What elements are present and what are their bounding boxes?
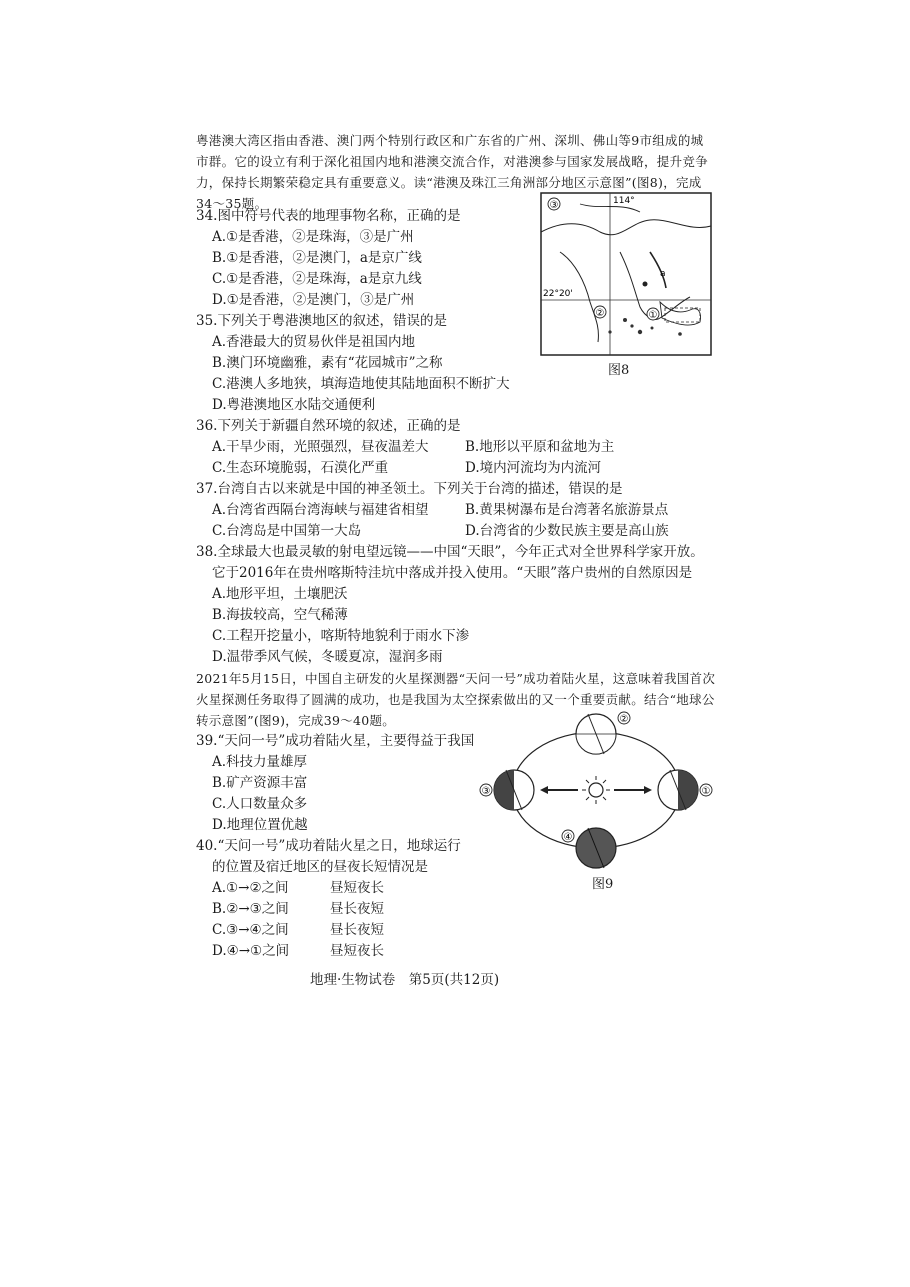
intro-paragraph-2: 2021年5月15日，中国自主研发的火星探测器“天问一号”成功着陆火星，这意味着我国首次火星探测任务取得了圆满的成功，也是我国为太空探索做出的又一个重要贡献。结合“地球公转示意图”(图9)，完成39～40题。 bbox=[196, 671, 716, 728]
orbit-label-1: ① bbox=[701, 786, 711, 797]
q36-option-d: D.境内河流均为内流河 bbox=[465, 460, 602, 476]
q34-option-b: B.①是香港，②是澳门，a是京广线 bbox=[212, 250, 422, 266]
intro-paragraph-1: 粤港澳大湾区指由香港、澳门两个特别行政区和广东省的广州、深圳、佛山等9市组成的城市群。它的设立有利于深化祖国内地和港澳交流合作，对港澳参与国家发展战略，提升竞争力，保持长期繁荣稳定具有重要意义。读“港澳及珠江三角洲部分地区示意图”(图8)，完成34～35题。 bbox=[196, 133, 709, 211]
map-label-2: ② bbox=[595, 308, 605, 319]
q39-option-d: D.地理位置优越 bbox=[212, 817, 308, 833]
map-label-3: ③ bbox=[549, 200, 559, 211]
q35-option-d: D.粤港澳地区水陆交通便利 bbox=[212, 397, 376, 413]
q39-option-a: A.科技力量雄厚 bbox=[212, 754, 308, 770]
figure-9-orbit-diagram bbox=[478, 708, 714, 872]
q36-option-c: C.生态环境脆弱，石漠化严重 bbox=[212, 460, 389, 476]
q40-option-a-pos: A.①→②之间 bbox=[212, 880, 289, 896]
q38-option-d: D.温带季风气候，冬暖夏凉，湿润多雨 bbox=[212, 649, 443, 665]
q37-option-d: D.台湾省的少数民族主要是高山族 bbox=[465, 523, 669, 539]
question-38-stem-line1: 38.全球最大也最灵敏的射电望远镜——中国“天眼”，今年正式对全世界科学家开放。 bbox=[196, 544, 704, 560]
orbit-label-3: ③ bbox=[481, 786, 491, 797]
q38-option-b: B.海拔较高，空气稀薄 bbox=[212, 607, 348, 623]
q40-option-c-pos: C.③→④之间 bbox=[212, 922, 289, 938]
figure-8-caption: 图8 bbox=[608, 363, 630, 378]
orbit-label-4: ④ bbox=[563, 832, 573, 843]
question-40-stem-line1: 40.“天问一号”成功着陆火星之日，地球运行 bbox=[196, 838, 461, 854]
q40-option-a-desc: 昼短夜长 bbox=[330, 880, 384, 896]
q39-option-b: B.矿产资源丰富 bbox=[212, 775, 308, 791]
q38-option-c: C.工程开挖量小，喀斯特地貌利于雨水下渗 bbox=[212, 628, 470, 644]
map-longitude-label: 114° bbox=[613, 196, 635, 206]
q37-option-a: A.台湾省西隔台湾海峡与福建省相望 bbox=[212, 502, 429, 518]
q40-option-d-pos: D.④→①之间 bbox=[212, 943, 290, 959]
figure-9-caption: 图9 bbox=[592, 877, 614, 892]
question-35-stem: 35.下列关于粤港澳地区的叙述，错误的是 bbox=[196, 313, 447, 329]
sun-icon bbox=[582, 776, 610, 804]
q34-option-d: D.①是香港，②是澳门，③是广州 bbox=[212, 292, 415, 308]
question-34-stem: 34.图中符号代表的地理事物名称，正确的是 bbox=[196, 208, 461, 224]
q34-option-c: C.①是香港，②是珠海，a是京九线 bbox=[212, 271, 422, 287]
question-40-stem-line2: 的位置及宿迁地区的昼夜长短情况是 bbox=[212, 859, 428, 875]
q36-option-a: A.干旱少雨，光照强烈，昼夜温差大 bbox=[212, 439, 429, 455]
question-39-stem: 39.“天问一号”成功着陆火星，主要得益于我国 bbox=[196, 733, 475, 749]
q40-option-b-pos: B.②→③之间 bbox=[212, 901, 289, 917]
q40-option-c-desc: 昼长夜短 bbox=[330, 922, 384, 938]
q36-option-b: B.地形以平原和盆地为主 bbox=[465, 439, 615, 455]
orbit-label-2: ② bbox=[619, 714, 629, 725]
q37-option-b: B.黄果树瀑布是台湾著名旅游景点 bbox=[465, 502, 669, 518]
q35-option-b: B.澳门环境幽雅，素有“花园城市”之称 bbox=[212, 355, 443, 371]
q38-option-a: A.地形平坦，土壤肥沃 bbox=[212, 586, 348, 602]
q37-option-c: C.台湾岛是中国第一大岛 bbox=[212, 523, 362, 539]
map-label-a: a bbox=[660, 269, 666, 279]
q34-option-a: A.①是香港，②是珠海，③是广州 bbox=[212, 229, 414, 245]
page-footer: 地理·生物试卷 第5页(共12页) bbox=[310, 972, 500, 988]
q35-option-a: A.香港最大的贸易伙伴是祖国内地 bbox=[212, 334, 416, 350]
map-label-1: ① bbox=[648, 310, 658, 321]
map-latitude-label: 22°20' bbox=[543, 289, 573, 299]
question-38-stem-line2: 它于2016年在贵州喀斯特洼坑中落成并投入使用。“天眼”落户贵州的自然原因是 bbox=[212, 565, 693, 581]
q40-option-d-desc: 昼短夜长 bbox=[330, 943, 384, 959]
q35-option-c: C.港澳人多地狭，填海造地使其陆地面积不断扩大 bbox=[212, 376, 510, 392]
q39-option-c: C.人口数量众多 bbox=[212, 796, 308, 812]
q40-option-b-desc: 昼长夜短 bbox=[330, 901, 384, 917]
question-37-stem: 37.台湾自古以来就是中国的神圣领土。下列关于台湾的描述，错误的是 bbox=[196, 481, 623, 497]
question-36-stem: 36.下列关于新疆自然环境的叙述，正确的是 bbox=[196, 418, 461, 434]
figure-8-map bbox=[540, 192, 712, 356]
